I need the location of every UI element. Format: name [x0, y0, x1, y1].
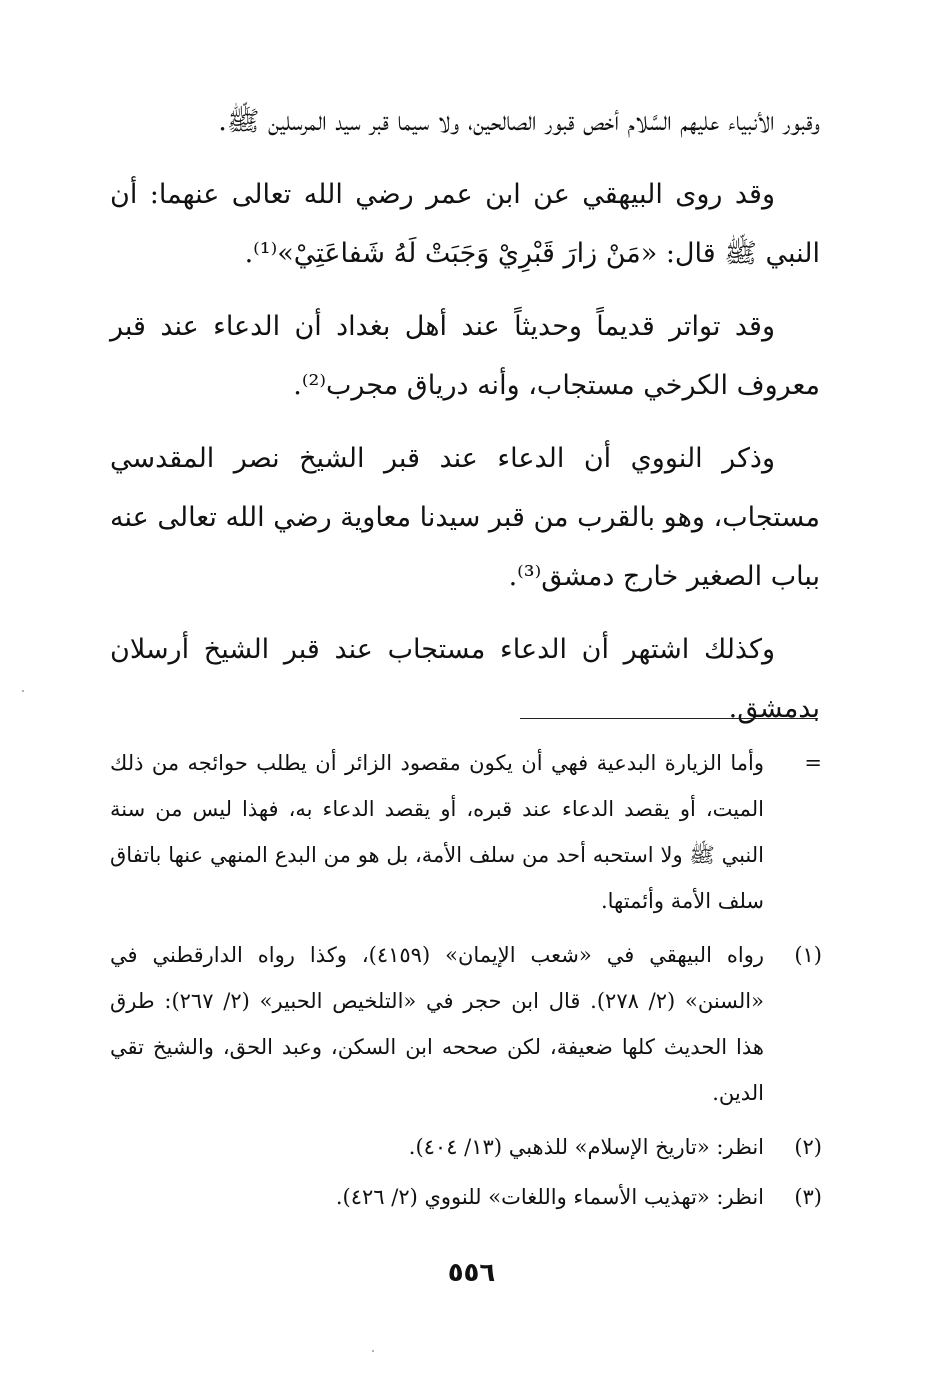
footnote-3 [110, 1174, 822, 1220]
footnote-1 [110, 932, 822, 1116]
paragraph-4: وذكر النووي أن الدعاء عند قبر الشيخ نصر المقدسي مستجاب، وهو بالقرب من قبر سيدنا معاوية رضي الله تعالى عنه بباب الصغير خارج دمشق⁽³⁾. [110, 443, 820, 592]
footnote-text: انظر: «تاريخ الإسلام» للذهبي (١٣/ ٤٠٤). [408, 1135, 764, 1159]
footnote-text: وأما الزيارة البدعية فهي أن يكون مقصود الزائر أن يطلب حوائجه من ذلك الميت، أو يقصد الدعاء عند قبره، أو يقصد الدعاء به، فهذا ليس من سنة النبي ﷺ ولا استحبه أحد من سلف الأمة، بل هو من البدع المنهي عنها باتفاق سلف الأمة وأئمتها. [110, 751, 764, 913]
footnote-continuation [110, 740, 822, 924]
paragraph-3: وقد تواتر قديماً وحديثاً عند أهل بغداد أن الدعاء عند قبر معروف الكرخي مستجاب، وأنه درياق مجرب⁽²⁾. [110, 311, 820, 401]
footnote-text: رواه البيهقي في «شعب الإيمان» (٤١٥٩)، وكذا رواه الدارقطني في «السنن» (٢/ ٢٧٨). قال ابن حجر في «التلخيص الحبير» (٢/ ٢٦٧): طرق هذا الحديث كلها ضعيفة، لكن صححه ابن السكن، وعبد الحق، والشيخ تقي الدين. [110, 943, 764, 1105]
scan-speck [372, 1350, 374, 1352]
paragraph-5: وكذلك اشتهر أن الدعاء مستجاب عند قبر الشيخ أرسلان بدمشق. [110, 634, 820, 724]
footnote-2 [110, 1124, 822, 1170]
footnote-marker: (١) [794, 943, 822, 967]
footnote-text: انظر: «تهذيب الأسماء واللغات» للنووي (٢/ ٤٢٦). [335, 1185, 764, 1209]
paragraph-2: وقد روى البيهقي عن ابن عمر رضي الله تعالى عنهما: أن النبي ﷺ قال: «مَنْ زارَ قَبْرِيْ وَجَبَتْ لَهُ شَفاعَتِيْ»⁽¹⁾. [110, 179, 820, 269]
main-text [110, 92, 820, 752]
footnotes [110, 740, 822, 1224]
paragraph-1: وقبور الأنبياء عليهم السَّلام أخص قبور الصالحين، ولا سيما قبر سيد المرسلين ﷺ. [218, 106, 820, 137]
footnote-divider [520, 718, 818, 719]
scan-speck [22, 690, 24, 692]
footnote-marker: = [804, 751, 822, 775]
footnote-marker: (٣) [794, 1185, 822, 1209]
footnote-marker: (٢) [794, 1135, 822, 1159]
page-number: ٥٥٦ [447, 1258, 496, 1288]
